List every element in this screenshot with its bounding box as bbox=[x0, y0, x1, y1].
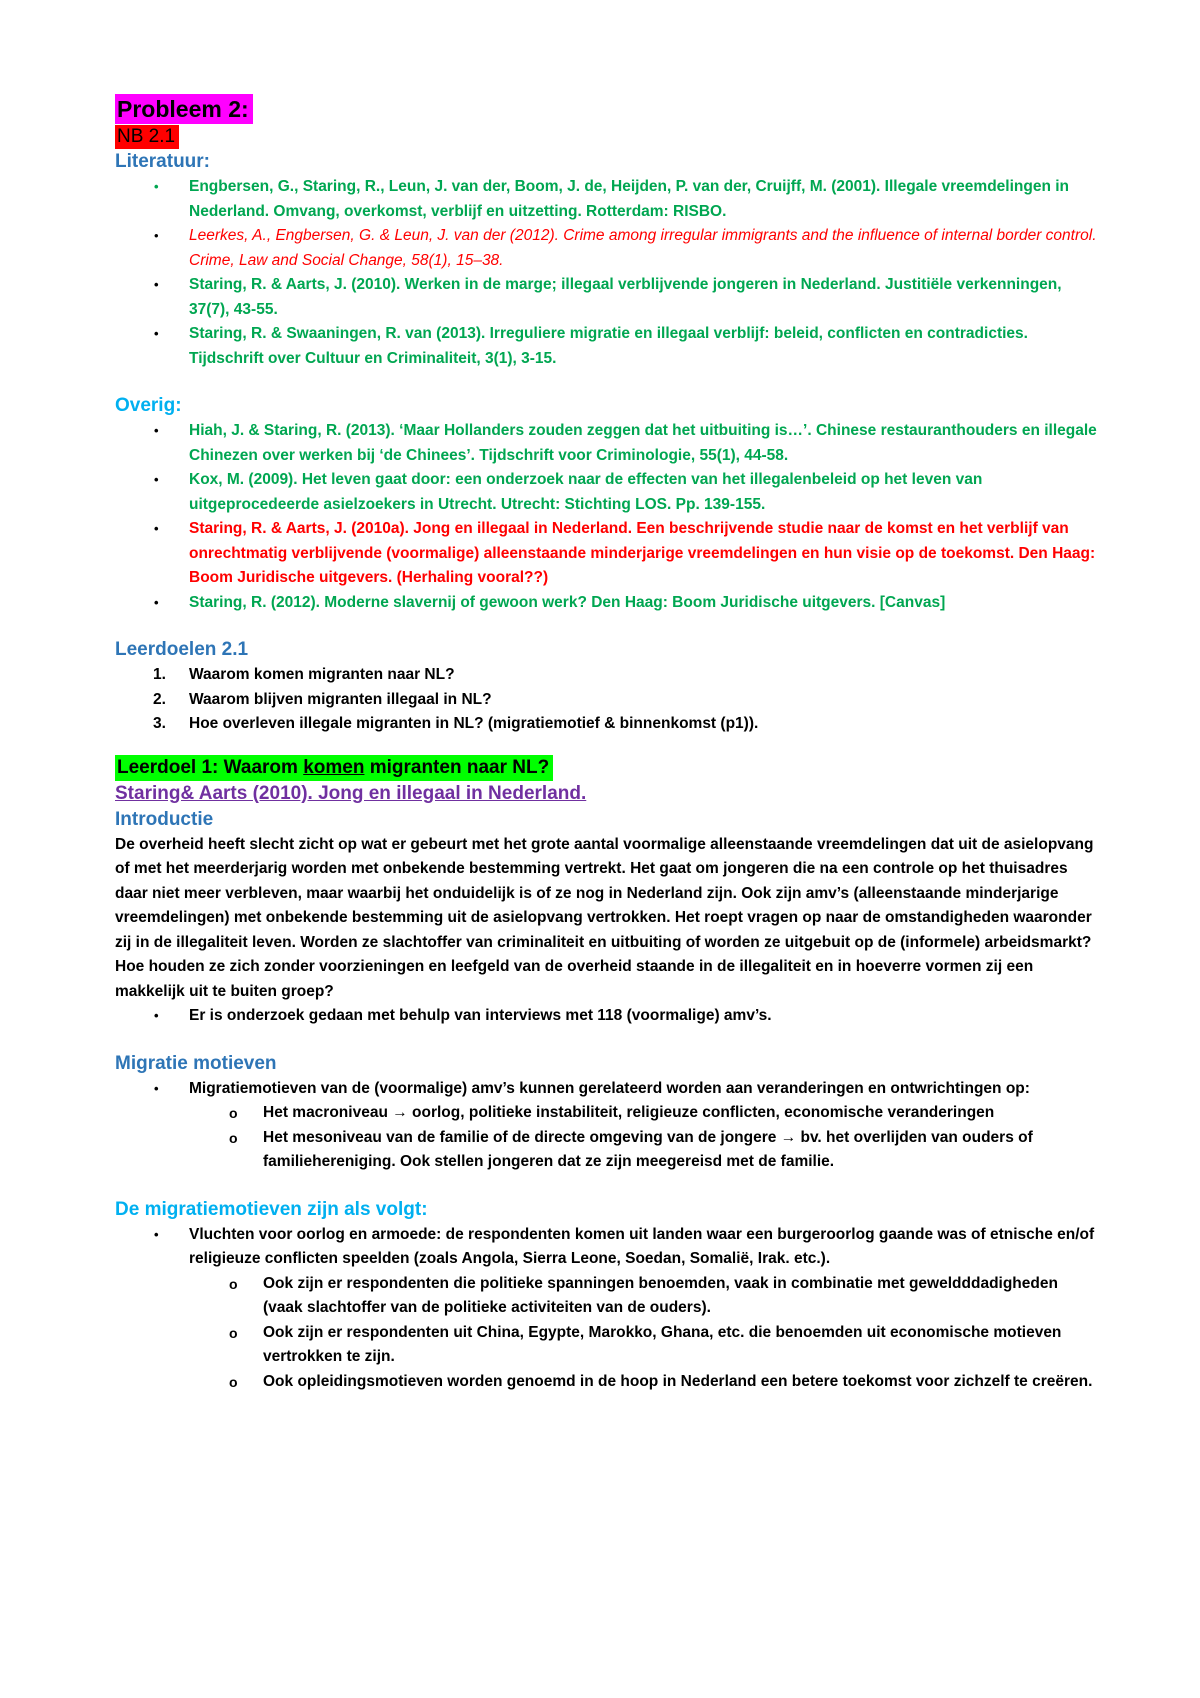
list-item: • Hiah, J. & Staring, R. (2013). ‘Maar Hollanders zouden zeggen dat het uitbuiting is…’. Chinese restauranthouders en illegale Chinezen over werken bij ‘de Chinees’. Tijdschrift voor Criminologie, 55(1), 44-58. bbox=[115, 419, 1100, 468]
bullet-icon: • bbox=[154, 179, 159, 194]
sub-bullet-icon: o bbox=[229, 1275, 238, 1292]
sub-bullet-icon: o bbox=[229, 1129, 238, 1146]
motieven-volgt-heading: De migratiemotieven zijn als volgt: bbox=[115, 1198, 428, 1220]
bullet-icon: • bbox=[154, 472, 159, 487]
arrow-icon: → bbox=[780, 1128, 797, 1146]
list-item: 1. Waarom komen migranten naar NL? bbox=[153, 666, 455, 683]
introductie-heading: Introductie bbox=[115, 808, 214, 830]
motieven-volgt-list bbox=[115, 1223, 1100, 1395]
source-reference: Staring& Aarts (2010). Jong en illegaal in Nederland. bbox=[115, 782, 587, 804]
list-item: o Ook opleidingsmotieven worden genoemd in de hoop in Nederland een betere toekomst voor zichzelf te creëren. bbox=[115, 1370, 1100, 1395]
bullet-icon: • bbox=[154, 228, 159, 243]
bullet-icon: • bbox=[154, 423, 159, 438]
list-item: 3. Hoe overleven illegale migranten in NL? (migratiemotief & binnenkomst (p1)). bbox=[153, 715, 759, 732]
list-item: o Ook zijn er respondenten die politieke spanningen benoemden, vaak in combinatie met geweldddadigheden (vaak slachtoffer van de politieke activiteiten van de ouders). bbox=[115, 1272, 1100, 1321]
list-item: • Vluchten voor oorlog en armoede: de respondenten komen uit landen waar een burgeroorlog gaande was of etnische en/of religieuze conflicten speelden (zoals Angola, Sierra Leone, Soedan, Somalië, Irak. etc.). bbox=[115, 1223, 1100, 1272]
list-item: o Het macroniveau → oorlog, politieke instabiliteit, religieuze conflicten, economische veranderingen bbox=[115, 1101, 1100, 1126]
sub-bullet-icon: o bbox=[229, 1373, 238, 1390]
list-item: • Staring, R. & Aarts, J. (2010a). Jong en illegaal in Nederland. Een beschrijvende studie naar de komst en het verblijf van onrechtmatig verblijvende (voormalige) alleenstaande minderjarige vreemdelingen en hun visie op de toekomst. Den Haag: Boom Juridische uitgevers. (Herhaling vooral??) bbox=[115, 517, 1100, 591]
leerdoel1-heading: Leerdoel 1: Waarom komen migranten naar NL? bbox=[115, 755, 553, 781]
list-item: o Ook zijn er respondenten uit China, Egypte, Marokko, Ghana, etc. die benoemden uit economische motieven vertrokken te zijn. bbox=[115, 1321, 1100, 1370]
list-item: 2. Waarom blijven migranten illegaal in NL? bbox=[153, 690, 492, 708]
overig-list bbox=[115, 419, 1100, 615]
sub-bullet-icon: o bbox=[229, 1105, 238, 1121]
list-item: • Staring, R. & Swaaningen, R. van (2013). Irreguliere migratie en illegaal verblijf: beleid, conflicten en contradicties. Tijdschrift over Cultuur en Criminaliteit, 3(1), 3-15. bbox=[115, 322, 1100, 371]
introductie-paragraph: De overheid heeft slecht zicht op wat er gebeurt met het grote aantal voormalige alleenstaande vreemdelingen dat uit de asielopvang of met het meerderjarig worden met onbekende bestemming vertrekt. Het gaat om jongeren die na een controle op het thuisadres daar niet meer verbleven, maar waarbij het onduidelijk is of ze nog in Nederland zijn. Ook zijn amv’s (alleenstaande minderjarige vreemdelingen) met onbekende bestemming uit de asielopvang vertrokken. Het roept vragen op naar de omstandigheden waaronder zij in de illegaliteit leven. Worden ze slachtoffer van criminaliteit en uitbuiting of worden ze uitgebuit op de (informele) arbeidsmarkt? Hoe houden ze zich zonder voorzieningen en leefgeld van de overheid staande in de illegaliteit en in hoeverre vormen zij een makkelijk uit te buiten groep? bbox=[115, 835, 1094, 1000]
overig-heading: Overig: bbox=[115, 395, 182, 416]
introductie-list bbox=[115, 1004, 1100, 1029]
bullet-icon: • bbox=[154, 521, 159, 536]
migratie-motieven-list bbox=[115, 1077, 1100, 1175]
sub-bullet-icon: o bbox=[229, 1324, 238, 1341]
page-subtitle: NB 2.1 bbox=[115, 125, 179, 149]
leerdoelen-heading: Leerdoelen 2.1 bbox=[115, 639, 249, 660]
bullet-icon: • bbox=[154, 594, 159, 610]
list-item: • Leerkes, A., Engbersen, G. & Leun, J. van der (2012). Crime among irregular immigrants and the influence of internal border control. Crime, Law and Social Change, 58(1), 15–38. bbox=[115, 224, 1100, 273]
list-item: • Kox, M. (2009). Het leven gaat door: een onderzoek naar de effecten van het illegalenbeleid op het leven van uitgeprocedeerde asielzoekers in Utrecht. Utrecht: Stichting LOS. Pp. 139-155. bbox=[115, 468, 1100, 517]
list-item: • Engbersen, G., Staring, R., Leun, J. van der, Boom, J. de, Heijden, P. van der, Cruijff, M. (2001). Illegale vreemdelingen in Nederland. Omvang, overkomst, verblijf en uitzetting. Rotterdam: RISBO. bbox=[115, 175, 1100, 224]
bullet-icon: • bbox=[154, 277, 159, 292]
list-item: • Er is onderzoek gedaan met behulp van interviews met 118 (voormalige) amv’s. bbox=[115, 1004, 1100, 1029]
list-item: • Migratiemotieven van de (voormalige) amv’s kunnen gerelateerd worden aan veranderingen en ontwrichtingen op: bbox=[115, 1077, 1100, 1102]
leerdoelen-list bbox=[115, 663, 1100, 737]
list-item: o Het mesoniveau van de familie of de directe omgeving van de jongere → bv. het overlijden van ouders of familiehereniging. Ook stellen jongeren dat ze zijn meegereisd met de familie. bbox=[115, 1126, 1100, 1175]
migratie-motieven-heading: Migratie motieven bbox=[115, 1052, 277, 1074]
bullet-icon: • bbox=[154, 326, 159, 341]
list-item: • Staring, R. (2012). Moderne slavernij of gewoon werk? Den Haag: Boom Juridische uitgevers. [Canvas] bbox=[115, 591, 1100, 616]
arrow-icon: → bbox=[392, 1104, 408, 1121]
bullet-icon: • bbox=[154, 1008, 159, 1023]
bullet-icon: • bbox=[154, 1080, 159, 1096]
literatuur-list bbox=[115, 175, 1100, 371]
literatuur-heading: Literatuur: bbox=[115, 151, 210, 172]
page-title: Probleem 2: bbox=[115, 94, 253, 124]
bullet-icon: • bbox=[154, 1226, 159, 1242]
list-item: • Staring, R. & Aarts, J. (2010). Werken in de marge; illegaal verblijvende jongeren in Nederland. Justitiële verkenningen, 37(7), 43-55. bbox=[115, 273, 1100, 322]
